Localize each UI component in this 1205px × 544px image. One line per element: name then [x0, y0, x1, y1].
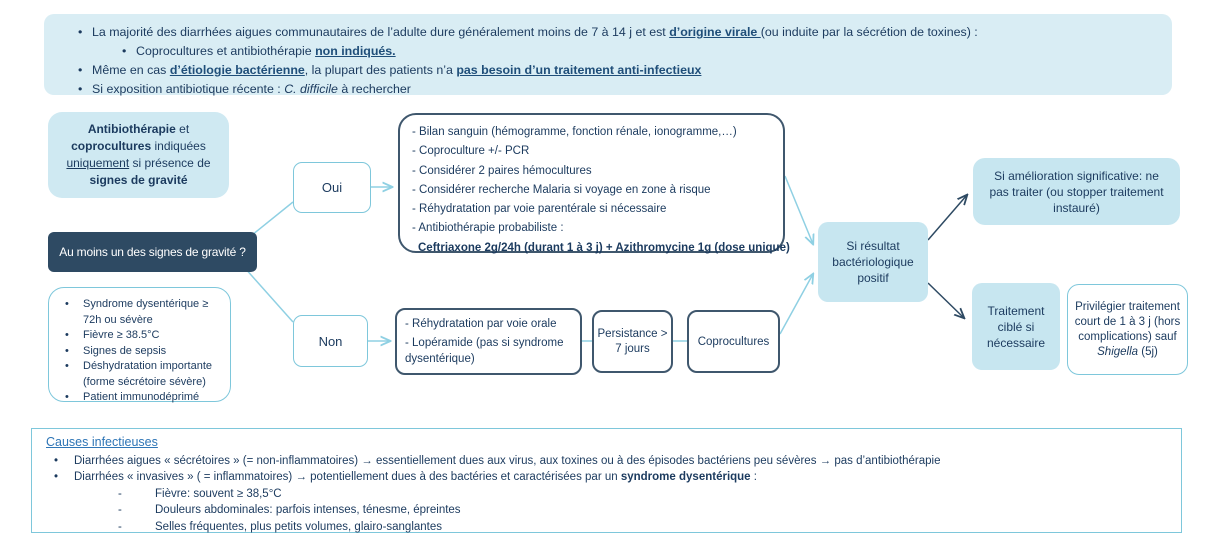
persistence-label: Persistance > 7 jours	[597, 327, 668, 355]
persistence-node	[592, 310, 673, 373]
infectious-cause-bullet: • Diarrhées aigues « sécrétoires » (= non-inflammatoires) → essentiellement dues aux virus, aux toxines ou à des épisodes bactériens peu sévères → pas d’antibiothérapie	[46, 453, 1167, 470]
improvement-outcome-node	[973, 158, 1180, 225]
severe-management-line: - Bilan sanguin (hémogramme, fonction rénale, ionogramme,…)	[412, 126, 737, 138]
severity-sign-item: • Fièvre ≥ 38.5°C	[49, 328, 224, 344]
banner-bullet-1: • La majorité des diarrhées aigues communautaires de l’adulte dure généralement moins de 7 à 14 j et est d’origine virale (ou induite par la sécrétion de toxines) :	[60, 23, 1156, 42]
decision-no-label: Non	[318, 333, 343, 349]
infectious-cause-bullet: • Diarrhées « invasives » ( = inflammatoires) → potentiellement dues à des bactéries et caractérisées par un syndrome dysentérique :	[46, 469, 1167, 486]
targeted-treatment-node	[972, 283, 1060, 370]
banner-bullet-2: • Coprocultures et antibiothérapie non indiqués.	[60, 42, 1156, 61]
banner-bullet-4: • Si exposition antibiotique récente : C. difficile à rechercher	[60, 80, 1156, 99]
short-course-note-box	[1067, 284, 1188, 375]
severe-management-line: - Antibiothérapie probabiliste :	[412, 222, 564, 235]
dysenteric-feature: - Fièvre: souvent ≥ 38,5°C	[46, 486, 1167, 503]
mild-management-line: - Lopéramide (pas si syndrome dysentérique)	[405, 337, 564, 365]
arrow-result-to-targeted	[928, 283, 964, 318]
improvement-outcome-label: Si amélioration significative: ne pas traiter (ou stopper traitement instauré)	[989, 168, 1164, 215]
banner-bullet-3: • Même en cas d’étiologie bactérienne, la plupart des patients n’a pas besoin d’un traitement anti-infectieux	[60, 61, 1156, 80]
short-course-note-text: Privilégier traitement court de 1 à 3 j (hors complications) sauf Shigella (5j)	[1074, 300, 1181, 358]
severity-signs-box	[48, 287, 231, 402]
severe-management-line: - Coproculture +/- PCR	[412, 145, 530, 158]
severity-sign-item: • Syndrome dysentérique ≥ 72h ou sévère	[49, 297, 224, 328]
decision-yes-label: Oui	[321, 180, 343, 195]
severe-management-antibiotic-line: Ceftriaxone 2g/24h (durant 1 à 3 j) + Azithromycine 1g (dose unique)	[418, 241, 790, 254]
severe-management-line: - Considérer recherche Malaria si voyage en zone à risque	[412, 183, 711, 196]
positive-result-label: Si résultat bactériologique positif	[832, 239, 914, 285]
mild-management-line: - Réhydratation par voie orale	[405, 318, 557, 330]
decision-no-node	[293, 315, 368, 367]
arrow-copro-to-result	[780, 274, 813, 334]
indication-note-text: Antibiothérapie et coprocultures indiquées uniquement si présence de signes de gravité	[66, 122, 211, 187]
severe-management-box	[398, 113, 790, 254]
dysenteric-feature: - Douleurs abdominales: parfois intenses, ténesme, épreintes	[46, 502, 1167, 519]
targeted-treatment-label: Traitement ciblé si nécessaire	[986, 303, 1046, 350]
infectious-causes-title: Causes infectieuses	[46, 435, 158, 449]
dysenteric-feature: - Selles fréquentes, plus petits volumes, glairo-sanglantes	[46, 519, 1167, 536]
summary-banner	[44, 14, 1172, 95]
severity-sign-item: • Signes de sepsis	[49, 344, 224, 360]
indication-note-box	[48, 112, 229, 198]
severity-question-text: Au moins un des signes de gravité ?	[59, 245, 246, 259]
arrow-result-to-improvement	[928, 195, 967, 240]
positive-result-node	[818, 222, 928, 302]
arrow-severe-to-result	[785, 176, 813, 244]
severity-sign-item: • Déshydratation importante (forme sécrétoire sévère)	[49, 359, 224, 390]
severe-management-line: - Réhydratation par voie parentérale si nécessaire	[412, 203, 667, 216]
severity-question-box	[48, 232, 257, 272]
coprocultures-label: Coprocultures	[697, 335, 770, 348]
decision-yes-node	[293, 162, 371, 213]
severe-management-line: - Considérer 2 paires hémocultures	[412, 164, 592, 177]
infectious-causes-box	[31, 428, 1182, 533]
severity-sign-item: • Patient immunodéprimé	[49, 390, 224, 406]
coprocultures-node	[687, 310, 780, 373]
mild-management-box	[395, 308, 582, 375]
